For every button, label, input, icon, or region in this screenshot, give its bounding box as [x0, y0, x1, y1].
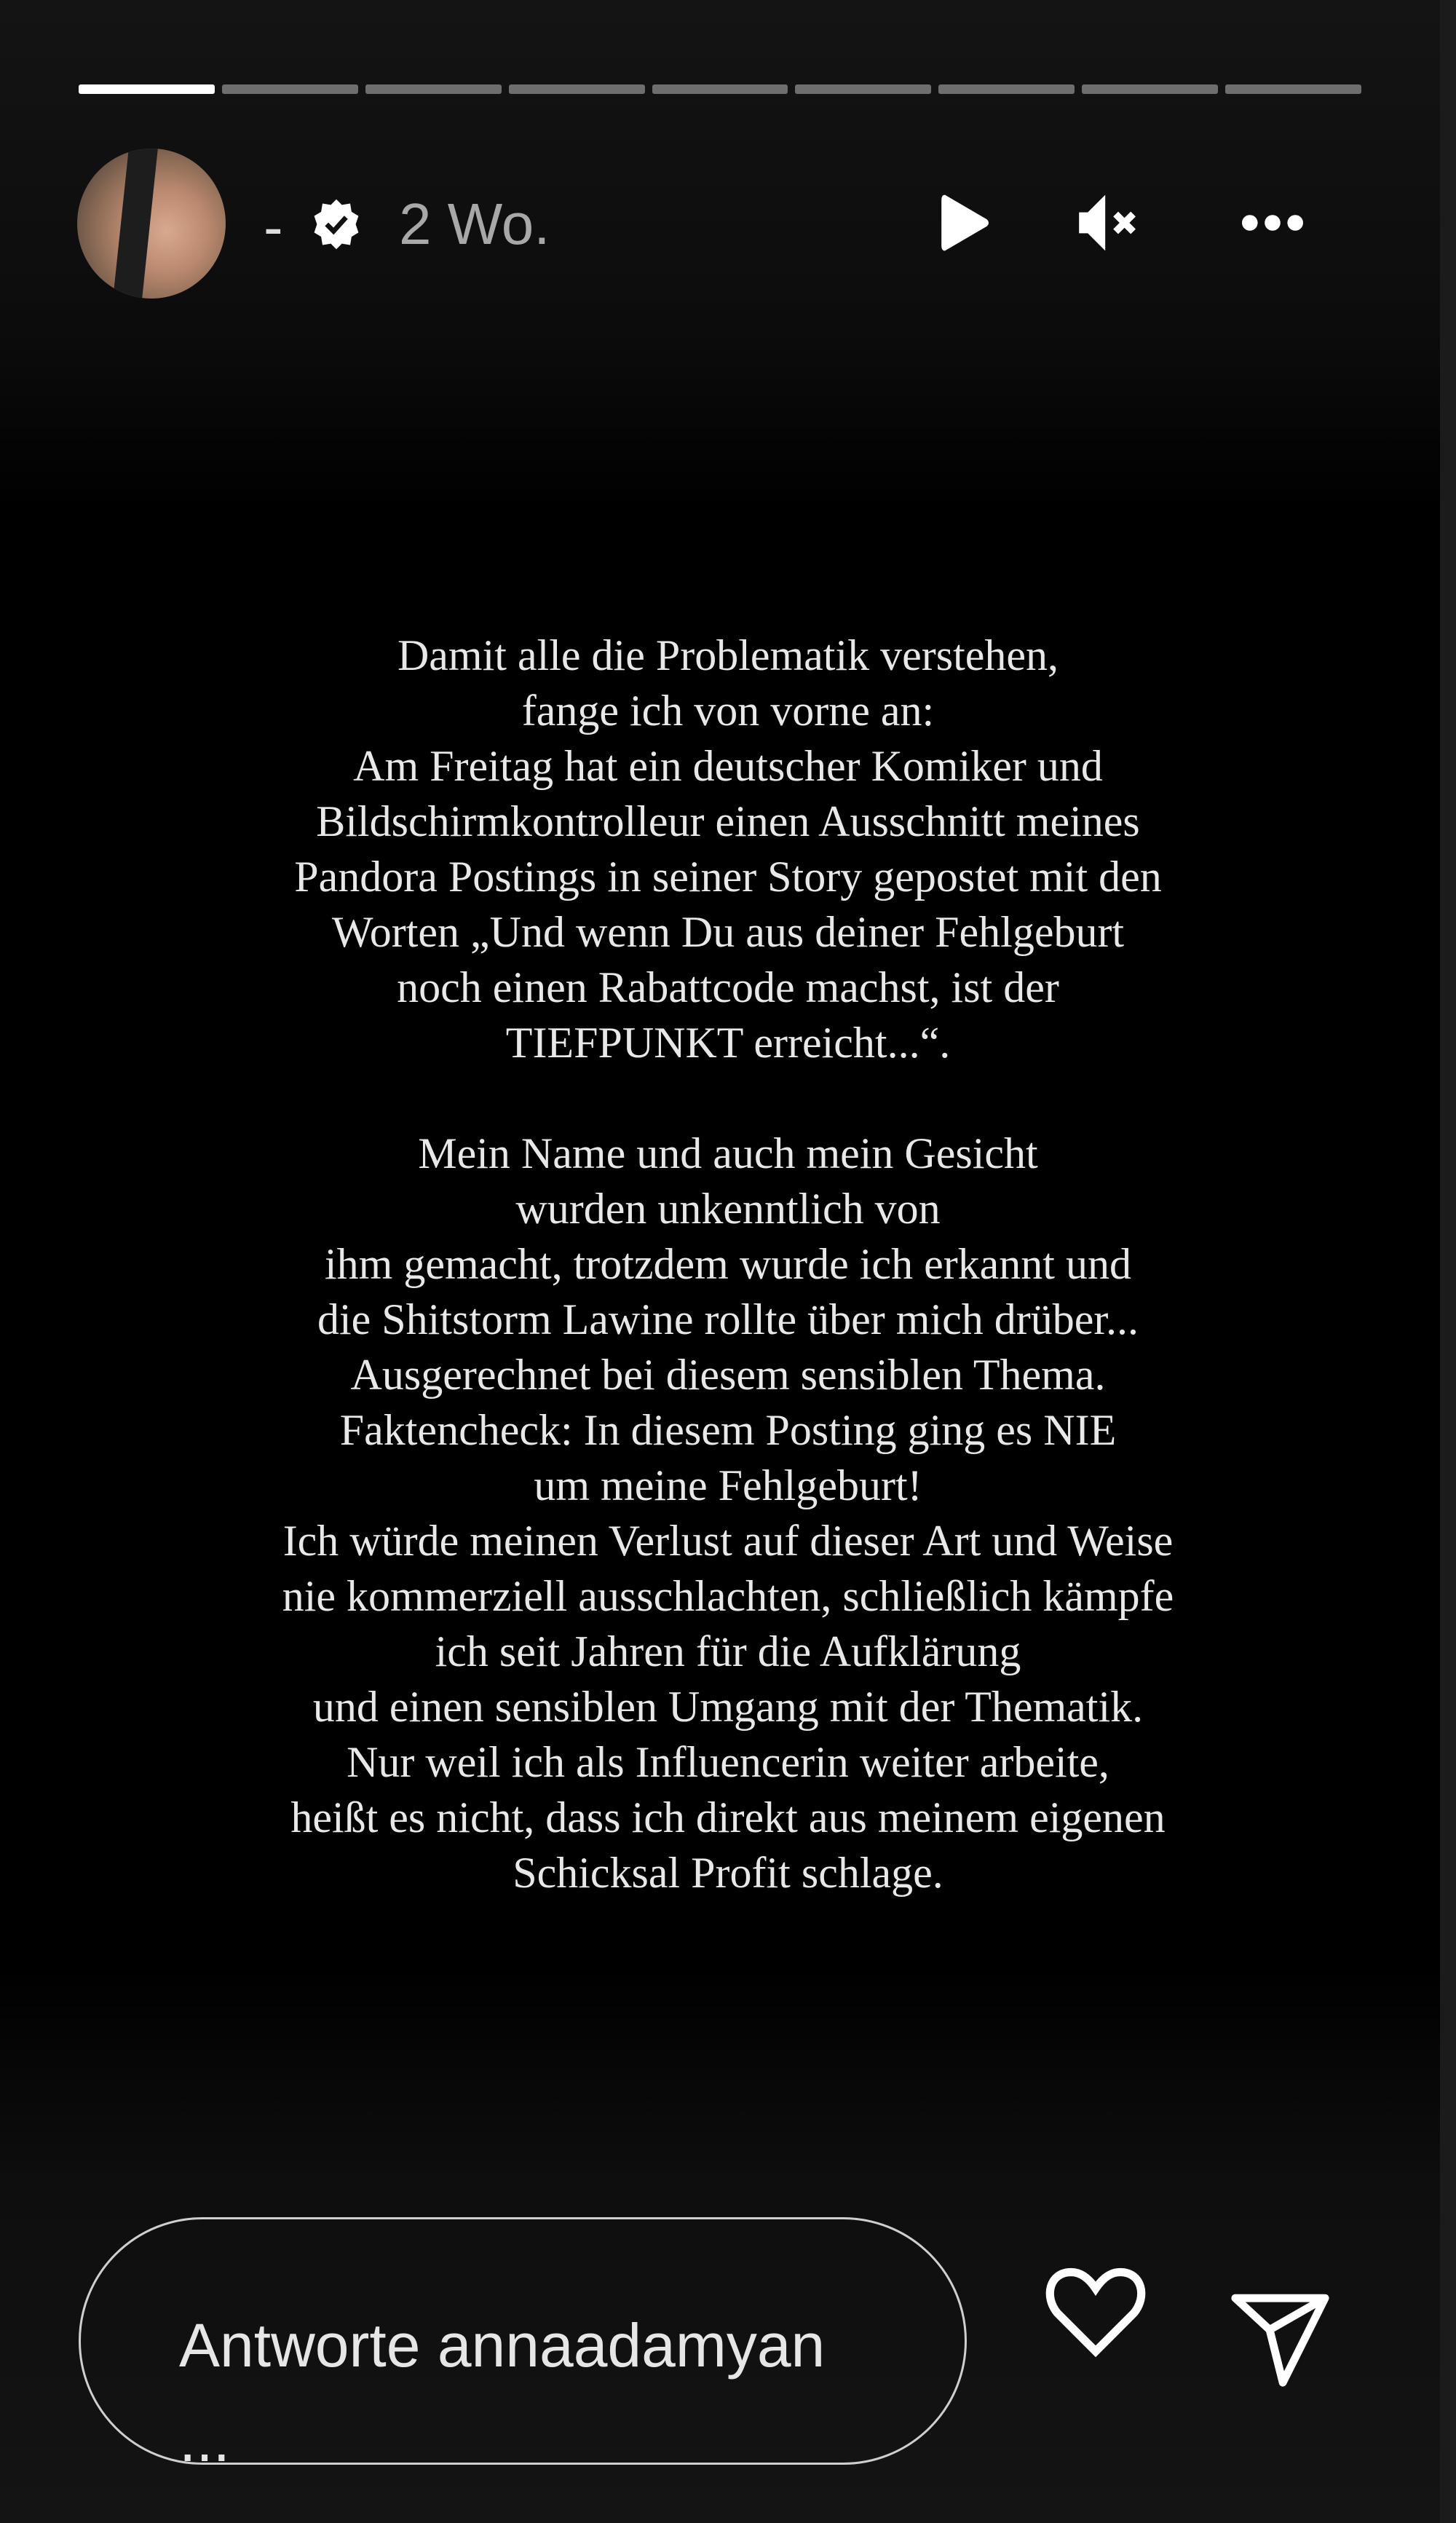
progress-segment: [652, 84, 788, 94]
post-time: 2 Wo.: [399, 192, 550, 256]
progress-segment-active: [79, 84, 215, 94]
reply-input[interactable]: [79, 2217, 967, 2474]
progress-segment: [1225, 84, 1361, 94]
progress-segment: [795, 84, 931, 94]
send-icon[interactable]: [1227, 2285, 1333, 2390]
progress-segment: [222, 84, 358, 94]
more-dots-icon[interactable]: [1238, 188, 1307, 258]
avatar[interactable]: [77, 149, 226, 299]
verified-badge-icon: [309, 197, 364, 252]
progress-segment: [509, 84, 645, 94]
heart-icon[interactable]: [1041, 2256, 1150, 2365]
story-progress-bar: [79, 84, 1361, 94]
progress-segment: [938, 84, 1075, 94]
reply-placeholder: Antworte annaadamyan ...: [179, 2311, 826, 2474]
story-text: Damit alle die Problematik verstehen, fange ich von vorne an: Am Freitag hat ein deutscher Komiker und Bildschirmkontrolleur einen Ausschnitt meines Pandora Postings in seiner Story gepostet mit den Worten „Und wenn Du aus deiner Fehlgeburt noch einen Rabattcode machst, ist der TIEFPUNKT erreicht...“. Mein Name und auch mein Gesicht wurden unkenntlich von ihm gemacht, trotzdem wurde ich erkannt und die Shitstorm Lawine rollte über mich drüber... Ausgerechnet bei diesem sensiblen Thema. Faktencheck: In diesem Posting ging es NIE um meine Fehlgeburt! Ich würde meinen Verlust auf dieser Art und Weise nie kommerziell ausschlachten, schließlich kämpfe ich seit Jahren für die Aufklärung und einen sensiblen Umgang mit der Thematik. Nur weil ich als Influencerin weiter arbeite, heißt es nicht, dass ich direkt aus meinem eigenen Schicksal Profit schlage.: [282, 631, 1174, 1897]
muted-speaker-icon[interactable]: [1074, 188, 1144, 258]
username[interactable]: -: [264, 194, 283, 259]
window-edge: [1440, 0, 1456, 2523]
progress-segment: [1082, 84, 1218, 94]
progress-segment: [365, 84, 502, 94]
play-icon[interactable]: [927, 188, 997, 258]
